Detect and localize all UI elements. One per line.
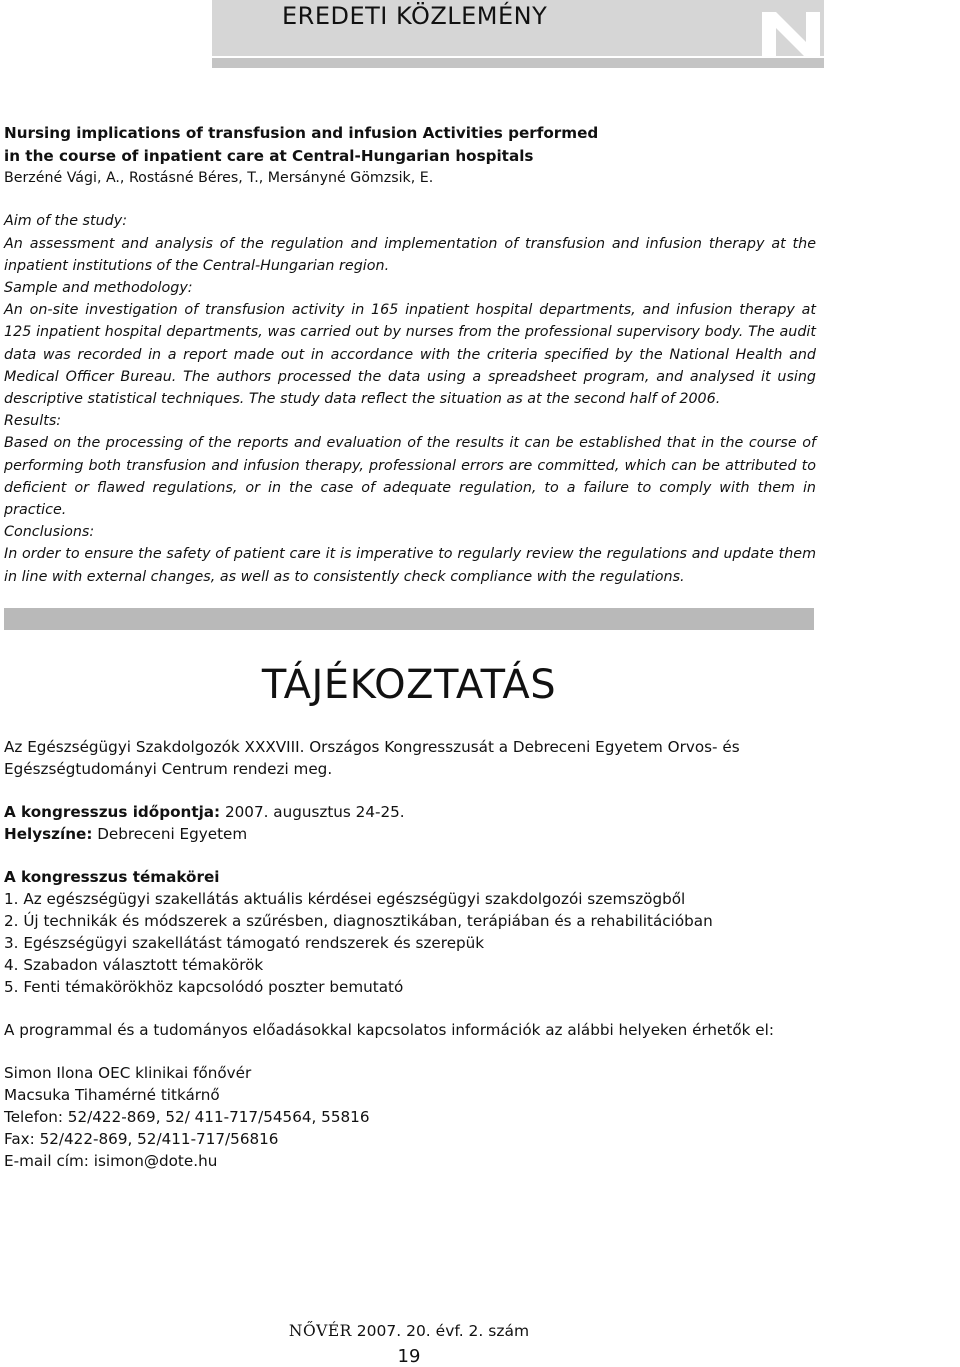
section-heading-methodology: Sample and methodology: [4, 280, 193, 296]
topic-item: 2. Új technikák és módszerek a szűrésben, diagnosztikában, terápiában és a rehabilitációban [4, 912, 713, 930]
header-underline [212, 58, 824, 68]
section-text-results: Based on the processing of the reports and evaluation of the results it can be established that in the course of performing both transfusion and infusion therapy, professional errors are committed, which can be attributed to deficient or flawed regulations, or in the case of adequate regulation, to a failure to comply with them in practice. [4, 435, 816, 519]
congress-venue-value: Debreceni Egyetem [92, 825, 248, 843]
congress-date-value: 2007. augusztus 24-25. [220, 803, 405, 821]
contact-email: E-mail cím: isimon@dote.hu [4, 1152, 218, 1170]
topic-item: 5. Fenti témakörökhöz kapcsolódó poszter bemutató [4, 978, 404, 996]
contact-name: Simon Ilona OEC klinikai főnővér [4, 1064, 252, 1082]
section-heading-conclusions: Conclusions: [4, 524, 95, 541]
section-divider [4, 608, 814, 630]
notice-body [4, 736, 816, 1172]
contact-phone: Telefon: 52/422-869, 52/ 411-717/54564, 55816 [4, 1108, 370, 1126]
section-heading-aim: Aim of the study: [4, 213, 128, 230]
congress-venue [4, 823, 816, 845]
topic-item: 1. Az egészségügyi szakellátás aktuális kérdései egészségügyi szakdolgozói szemszögből [4, 890, 686, 908]
notice-intro: Az Egészségügyi Szakdolgozók XXXVIII. Országos Kongresszusát a Debreceni Egyetem Orvos- és Egészségtudományi Centrum rendezi meg. [4, 738, 740, 778]
topic-item: 3. Egészségügyi szakellátást támogató rendszerek és szerepük [4, 934, 485, 952]
abstract [4, 122, 816, 588]
contact-secretary: Macsuka Tihamérné titkárnő [4, 1086, 220, 1104]
section-text-conclusions: In order to ensure the safety of patient care it is imperative to regularly review the regulations and update them in line with external changes, as well as to consistently check compliance with the regulations. [4, 546, 816, 585]
program-info: A programmal és a tudományos előadásokkal kapcsolatos információk az alábbi helyeken érhetők el: [4, 1021, 774, 1039]
congress-venue-label: Helyszíne: [4, 825, 93, 843]
journal-name: NŐVÉR [288, 1322, 352, 1340]
topics-heading-text: A kongresszus témakörei [4, 868, 220, 886]
article-title-line1: Nursing implications of transfusion and infusion Activities performed [4, 124, 599, 142]
section-label: EREDETI KÖZLEMÉNY [282, 2, 548, 30]
footer-journal [0, 1322, 818, 1340]
topics-heading [4, 866, 816, 888]
congress-date [4, 801, 816, 823]
section-heading-results: Results: [4, 413, 62, 430]
article-authors: Berzéné Vági, A., Rostásné Béres, T., Mersányné Gömzsik, E. [4, 170, 434, 187]
article-title-line2: in the course of inpatient care at Central-Hungarian hospitals [4, 146, 534, 165]
section-text-methodology: An on-site investigation of transfusion activity in 165 inpatient hospital departments, and infusion therapy at 125 inpatient hospital departments, was carried out by nurses from the professional supervisory body. The audit data was recorded in a report made out in accordance with the criteria specified by the National Health and Medical Officer Bureau. The authors processed the data using a spreadsheet program, and analysed it using descriptive statistical techniques. The study data reflect the situation as at the second half of 2006. [4, 302, 816, 408]
contact-fax: Fax: 52/422-869, 52/411-717/56816 [4, 1130, 279, 1148]
notice-title: TÁJÉKOZTATÁS [261, 662, 557, 708]
section-text-aim: An assessment and analysis of the regulation and implementation of transfusion and infusion therapy at the inpatient institutions of the Central-Hungarian region. [4, 235, 816, 274]
journal-issue: 2007. 20. évf. 2. szám [351, 1322, 530, 1340]
journal-logo-icon [758, 8, 824, 62]
page-number: 19 [397, 1346, 421, 1367]
topic-item: 4. Szabadon választott témakörök [4, 956, 264, 974]
article-title [4, 122, 816, 167]
congress-date-label: A kongresszus időpontja: [4, 803, 221, 821]
